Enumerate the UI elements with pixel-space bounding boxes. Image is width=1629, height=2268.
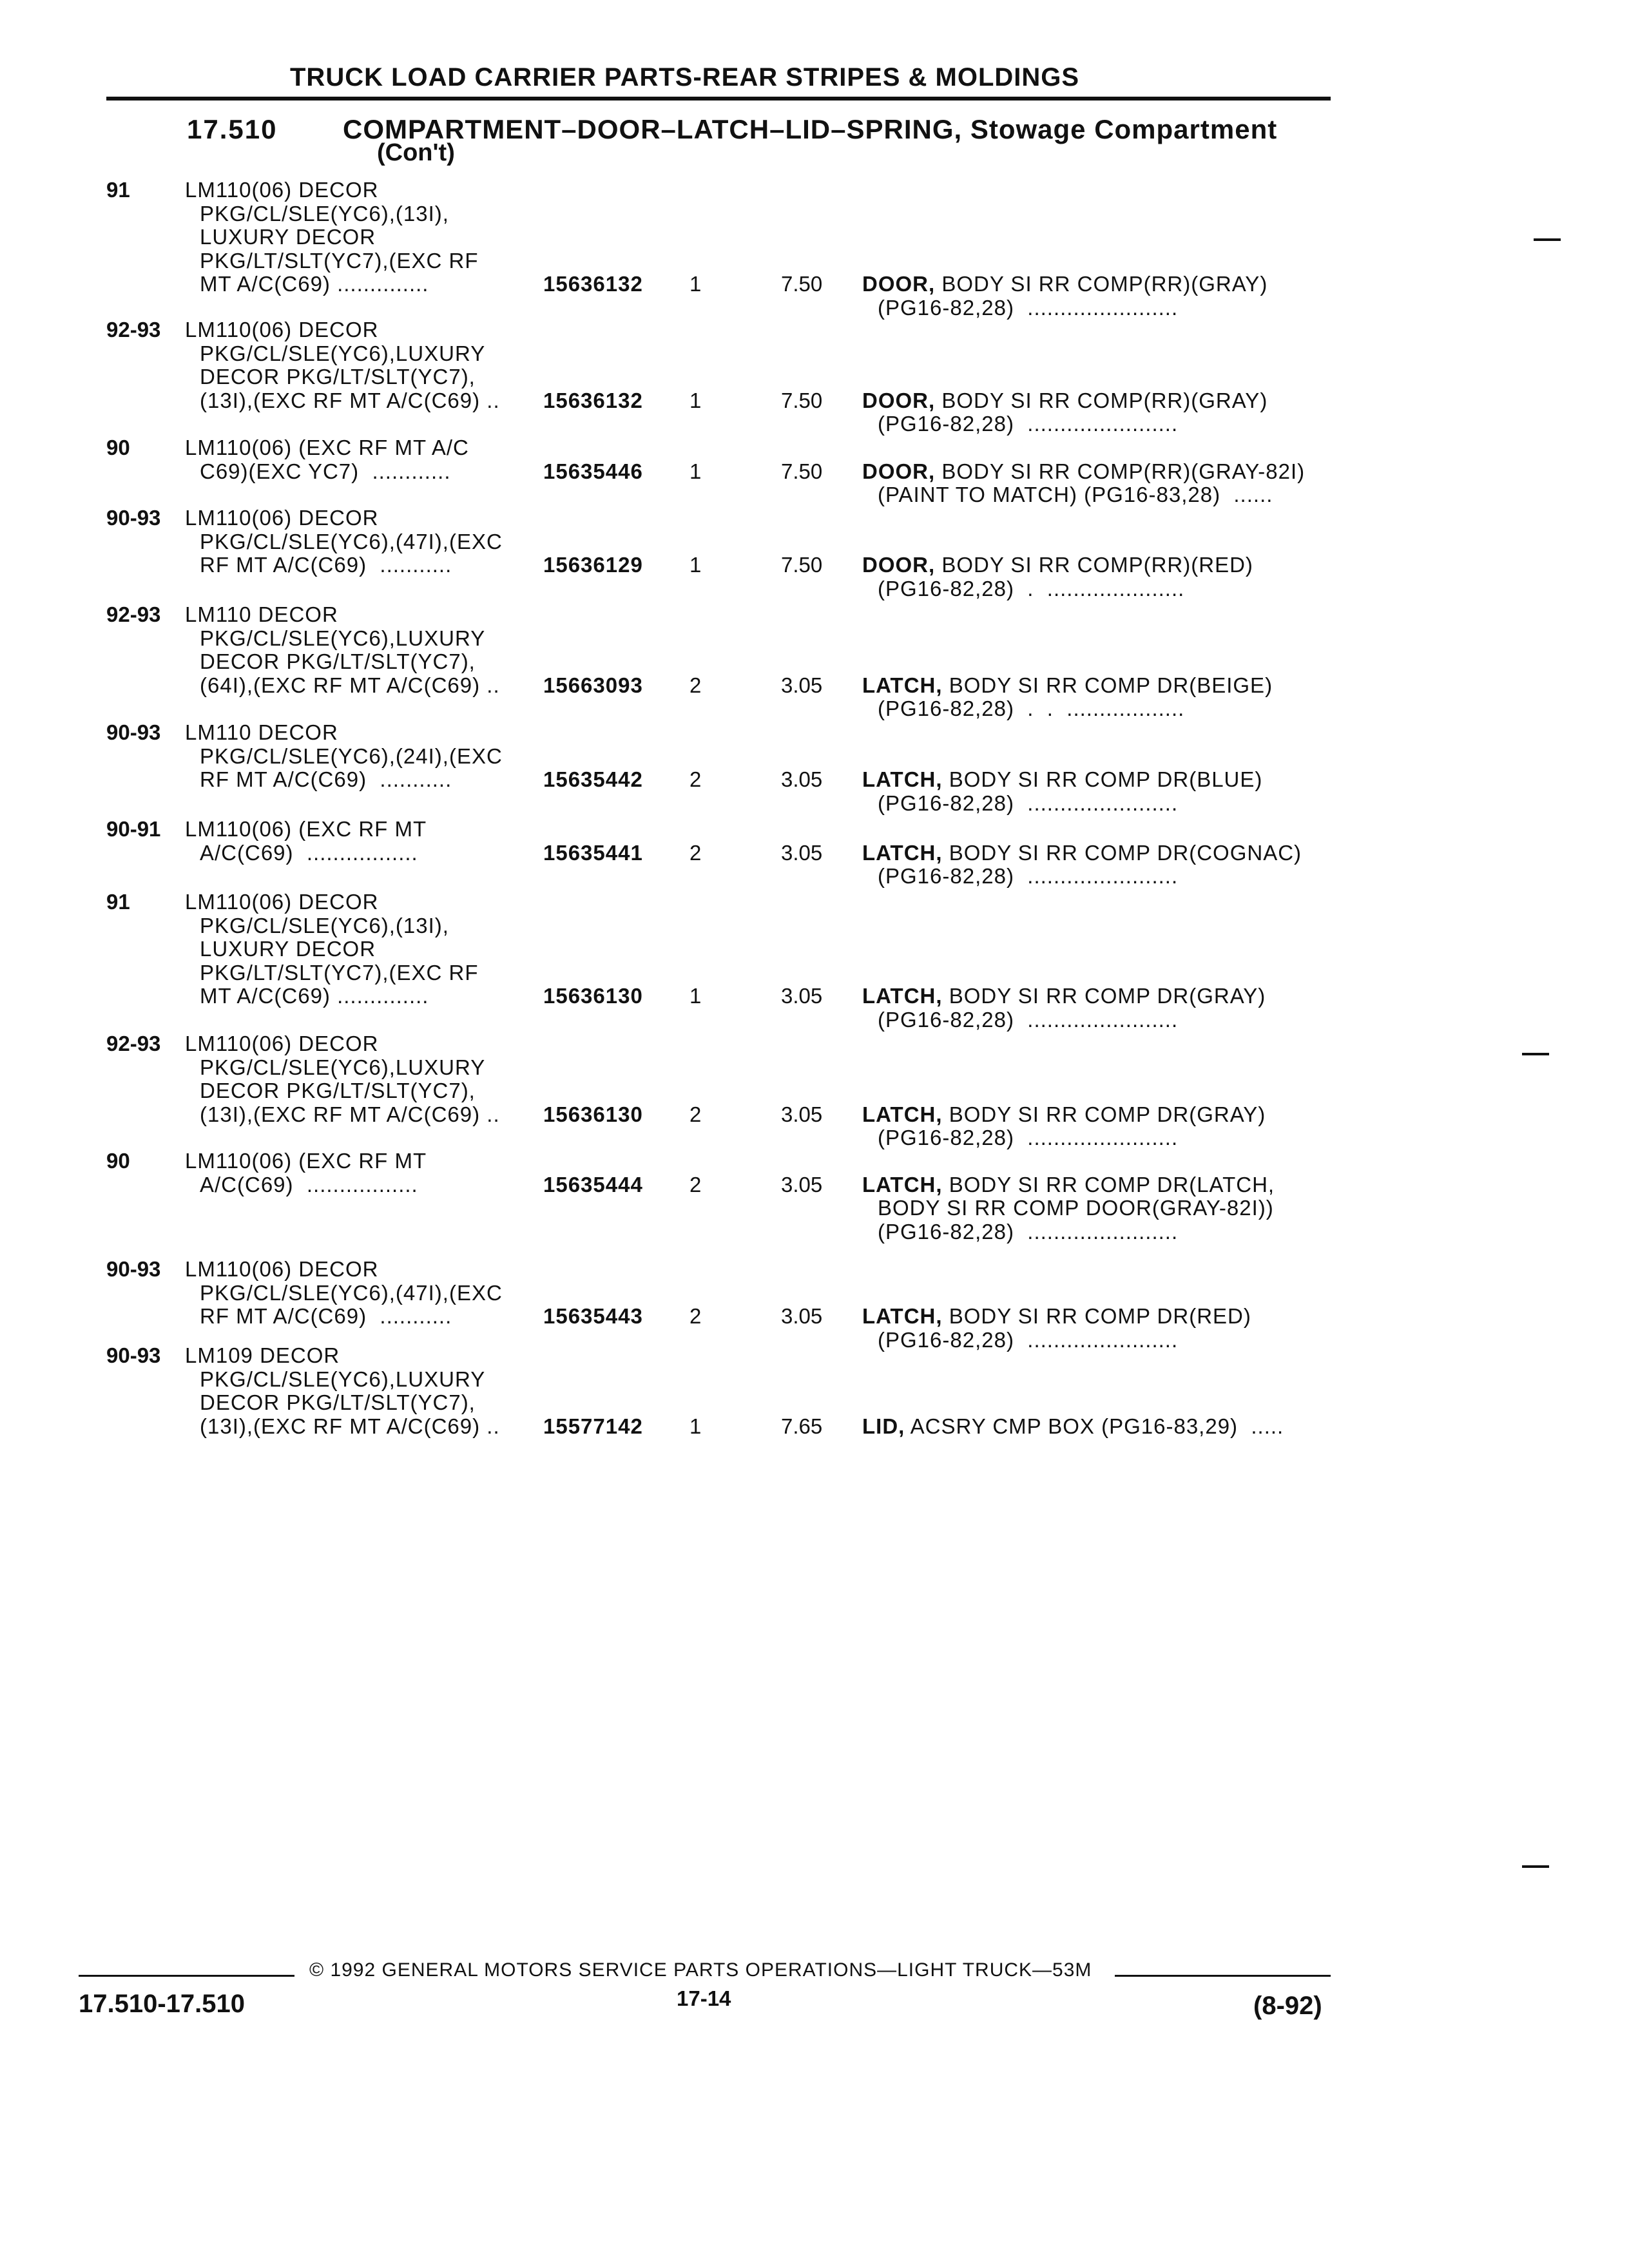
part-number: 15635443 [543, 1304, 643, 1328]
part-description-line: (PG16-82,28) ....................... [878, 1219, 1179, 1244]
entry-usage-line: LM109 DECOR [185, 1343, 340, 1367]
entry-year: 92-93 [106, 1032, 161, 1055]
part-name-detail: BODY SI RR COMP(RR)(GRAY) [935, 272, 1268, 296]
quantity: 2 [689, 840, 702, 865]
footer-section-range: 17.510-17.510 [79, 1990, 246, 2018]
part-name: LID, [862, 1414, 905, 1438]
quantity: 1 [689, 388, 702, 412]
part-name: DOOR, [862, 459, 936, 483]
entry-year: 91 [106, 178, 130, 202]
entry-usage-line: A/C(C69) ................. [200, 840, 418, 865]
price: 3.05 [781, 767, 823, 791]
footer-page-number: 17-14 [677, 1986, 731, 2010]
entry-usage-line: LM110(06) DECOR [185, 178, 379, 202]
entry-usage-line: (13I),(EXC RF MT A/C(C69) .. [200, 1102, 500, 1126]
entry-usage-line: LM110(06) DECOR [185, 318, 379, 341]
entry-usage-line: PKG/CL/SLE(YC6),LUXURY [200, 626, 486, 650]
page-title: TRUCK LOAD CARRIER PARTS-REAR STRIPES & MOLDINGS [290, 63, 1080, 91]
part-description [862, 675, 1273, 696]
entry-usage-line: MT A/C(C69) .............. [200, 272, 429, 296]
quantity: 1 [689, 459, 702, 483]
entry-year: 90-93 [106, 1257, 161, 1281]
part-description [862, 1174, 1275, 1195]
entry-year: 90-93 [106, 506, 161, 530]
part-description-line: (PG16-82,28) ....................... [878, 1126, 1179, 1149]
quantity: 2 [689, 1172, 702, 1196]
part-number: 15636132 [543, 272, 643, 296]
part-name-detail: BODY SI RR COMP(RR)(GRAY-82I) [935, 459, 1306, 483]
part-name: LATCH, [862, 984, 943, 1008]
part-name-detail: BODY SI RR COMP DR(GRAY) [942, 984, 1266, 1008]
part-number: 15635442 [543, 767, 643, 791]
entry-usage-line: PKG/CL/SLE(YC6),(47I),(EXC [200, 1280, 503, 1305]
part-number: 15663093 [543, 673, 643, 697]
part-name: DOOR, [862, 553, 936, 577]
entry-usage-line: LM110(06) (EXC RF MT A/C [185, 436, 469, 459]
entry-usage-line: PKG/CL/SLE(YC6),LUXURY [200, 341, 486, 365]
part-number: 15577142 [543, 1414, 643, 1438]
price: 3.05 [781, 1172, 823, 1196]
entry-usage-line: (64I),(EXC RF MT A/C(C69) .. [200, 673, 500, 697]
entry-year: 90-93 [106, 1343, 161, 1367]
part-number: 15635444 [543, 1172, 643, 1196]
price: 3.05 [781, 840, 823, 865]
part-description [862, 842, 1302, 863]
part-name-detail: BODY SI RR COMP DR(BEIGE) [942, 673, 1273, 697]
part-description-line: (PG16-82,28) ....................... [878, 412, 1179, 436]
price: 7.50 [781, 388, 823, 412]
entry-usage-line: RF MT A/C(C69) ........... [200, 767, 452, 791]
quantity: 2 [689, 673, 702, 697]
entry-usage-line: RF MT A/C(C69) ........... [200, 553, 452, 577]
part-name: DOOR, [862, 388, 936, 412]
entry-usage-line: LM110 DECOR [185, 602, 338, 626]
part-name: LATCH, [862, 1172, 943, 1196]
price: 7.50 [781, 553, 823, 577]
price: 3.05 [781, 1102, 823, 1126]
footer-revision: (8-92) [1253, 1992, 1322, 2020]
entry-usage-line: LM110(06) (EXC RF MT [185, 1149, 427, 1173]
part-name-detail: BODY SI RR COMP DR(BLUE) [942, 767, 1263, 791]
part-description-line: (PG16-82,28) . ..................... [878, 576, 1185, 601]
entry-usage-line: LUXURY DECOR [200, 937, 376, 961]
section-continued: (Con't) [377, 139, 455, 166]
part-description-line: (PG16-82,28) ....................... [878, 791, 1179, 815]
quantity: 1 [689, 1414, 702, 1438]
part-name-detail: BODY SI RR COMP DR(LATCH, [942, 1172, 1275, 1196]
part-name-detail: BODY SI RR COMP DR(RED) [942, 1304, 1251, 1328]
part-description [862, 554, 1253, 575]
part-description [862, 769, 1262, 790]
entry-usage-line: LM110(06) (EXC RF MT [185, 817, 427, 841]
entry-year: 90 [106, 436, 130, 459]
quantity: 1 [689, 272, 702, 296]
entry-usage-line: MT A/C(C69) .............. [200, 984, 429, 1008]
price: 7.50 [781, 272, 823, 296]
price: 3.05 [781, 673, 823, 697]
price: 3.05 [781, 984, 823, 1008]
quantity: 2 [689, 1304, 702, 1328]
entry-year: 90 [106, 1149, 130, 1173]
part-name-detail: BODY SI RR COMP DR(GRAY) [942, 1102, 1266, 1126]
part-number: 15636130 [543, 1102, 643, 1126]
entry-usage-line: PKG/LT/SLT(YC7),(EXC RF [200, 248, 479, 273]
part-name-detail: BODY SI RR COMP DR(COGNAC) [942, 840, 1302, 865]
quantity: 1 [689, 553, 702, 577]
part-description [862, 985, 1266, 1006]
entry-usage-line: DECOR PKG/LT/SLT(YC7), [200, 1079, 476, 1102]
entry-usage-line: (13I),(EXC RF MT A/C(C69) .. [200, 1414, 500, 1438]
section-title: COMPARTMENT–DOOR–LATCH–LID–SPRING, Stowage Compartment [343, 114, 1278, 144]
header-rule [106, 97, 1331, 101]
entry-year: 92-93 [106, 318, 161, 341]
part-description [862, 390, 1268, 411]
part-description-line: BODY SI RR COMP DOOR(GRAY-82I)) [878, 1196, 1274, 1220]
part-name: LATCH, [862, 840, 943, 865]
part-name: LATCH, [862, 1102, 943, 1126]
entry-usage-line: PKG/CL/SLE(YC6),LUXURY [200, 1055, 486, 1079]
quantity: 1 [689, 984, 702, 1008]
part-number: 15635446 [543, 459, 643, 483]
entry-usage-line: LM110 DECOR [185, 720, 338, 744]
part-description-line: (PG16-82,28) ....................... [878, 864, 1179, 888]
part-number: 15635441 [543, 840, 643, 865]
entry-year: 90-93 [106, 720, 161, 744]
part-description [862, 273, 1268, 294]
part-description-line: (PG16-82,28) ....................... [878, 1007, 1179, 1032]
price: 7.65 [781, 1414, 823, 1438]
margin-mark [1534, 238, 1561, 241]
part-name: LATCH, [862, 673, 943, 697]
part-name: LATCH, [862, 767, 943, 791]
footer-copyright: © 1992 GENERAL MOTORS SERVICE PARTS OPERATIONS—LIGHT TRUCK—53M [309, 1959, 1092, 1981]
part-name: LATCH, [862, 1304, 943, 1328]
entry-usage-line: PKG/CL/SLE(YC6),(24I),(EXC [200, 744, 503, 768]
entry-usage-line: PKG/CL/SLE(YC6),(47I),(EXC [200, 529, 503, 553]
entry-usage-line: LM110(06) DECOR [185, 506, 379, 530]
margin-mark [1522, 1865, 1549, 1868]
entry-usage-line: LUXURY DECOR [200, 225, 376, 249]
footer-rule-left [79, 1975, 294, 1977]
section-number: 17.510 [187, 114, 278, 144]
entry-usage-line: DECOR PKG/LT/SLT(YC7), [200, 1390, 476, 1414]
part-number: 15636129 [543, 553, 643, 577]
entry-usage-line: DECOR PKG/LT/SLT(YC7), [200, 365, 476, 389]
entry-usage-line: LM110(06) DECOR [185, 1257, 379, 1281]
part-description [862, 1416, 1284, 1437]
entry-usage-line: A/C(C69) ................. [200, 1172, 418, 1196]
price: 7.50 [781, 459, 823, 483]
part-name: DOOR, [862, 272, 936, 296]
entry-usage-line: LM110(06) DECOR [185, 1032, 379, 1055]
entry-year: 92-93 [106, 602, 161, 626]
price: 3.05 [781, 1304, 823, 1328]
margin-mark [1522, 1053, 1549, 1055]
entry-year: 91 [106, 890, 130, 914]
part-number: 15636130 [543, 984, 643, 1008]
quantity: 2 [689, 767, 702, 791]
entry-usage-line: C69)(EXC YC7) ............ [200, 459, 451, 483]
part-description-line: (PG16-82,28) ....................... [878, 1327, 1179, 1352]
entry-usage-line: PKG/CL/SLE(YC6),(13I), [200, 201, 449, 226]
part-description [862, 1305, 1251, 1327]
entry-usage-line: DECOR PKG/LT/SLT(YC7), [200, 649, 476, 673]
entry-usage-line: RF MT A/C(C69) ........... [200, 1304, 452, 1328]
part-description [862, 461, 1305, 482]
entry-year: 90-91 [106, 817, 161, 841]
part-description [862, 1104, 1266, 1125]
part-description-line: (PG16-82,28) ....................... [878, 295, 1179, 320]
part-name-detail: BODY SI RR COMP(RR)(GRAY) [935, 388, 1268, 412]
entry-usage-line: PKG/CL/SLE(YC6),(13I), [200, 913, 449, 937]
part-description-line: (PG16-82,28) . . .................. [878, 697, 1185, 720]
entry-usage-line: PKG/LT/SLT(YC7),(EXC RF [200, 960, 479, 985]
entry-usage-line: PKG/CL/SLE(YC6),LUXURY [200, 1367, 486, 1391]
entry-usage-line: (13I),(EXC RF MT A/C(C69) .. [200, 388, 500, 412]
part-number: 15636132 [543, 388, 643, 412]
part-description-line: (PAINT TO MATCH) (PG16-83,28) ...... [878, 483, 1273, 506]
part-name-detail: BODY SI RR COMP(RR)(RED) [935, 553, 1253, 577]
quantity: 2 [689, 1102, 702, 1126]
part-name-detail: ACSRY CMP BOX (PG16-83,29) ..... [905, 1414, 1284, 1438]
footer-rule-right [1115, 1975, 1331, 1977]
entry-usage-line: LM110(06) DECOR [185, 890, 379, 914]
